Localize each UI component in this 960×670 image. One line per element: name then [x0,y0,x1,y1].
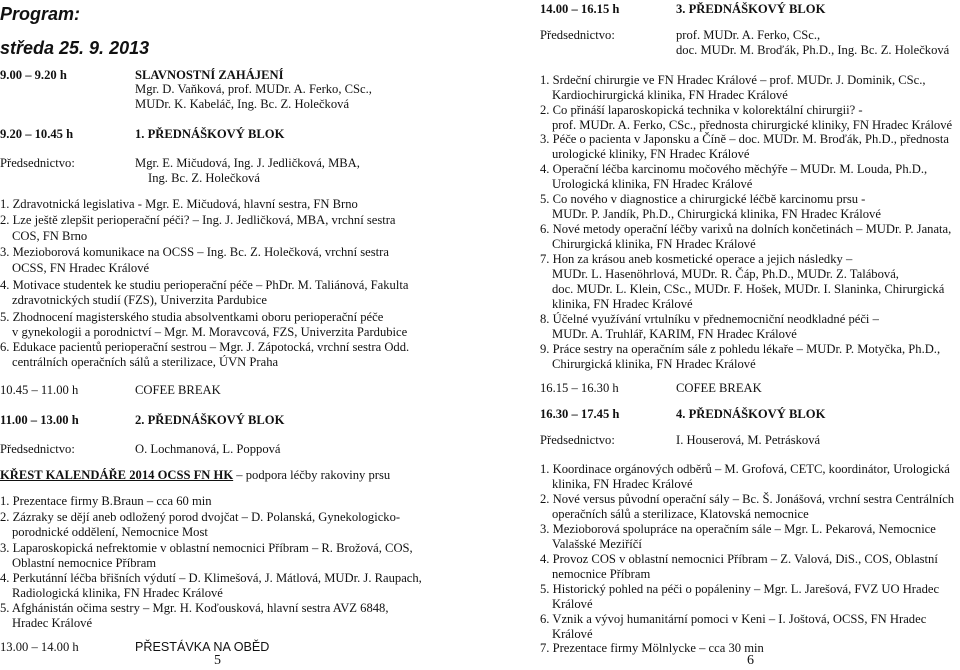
block3-item-cont: Chirurgická klinika, FN Hradec Králové [552,237,756,251]
block2-chair: O. Lochmanová, L. Poppová [135,442,281,456]
break2-label: COFEE BREAK [676,381,762,395]
break2-time: 16.15 – 16.30 h [540,381,619,395]
block1-item-cont: COS, FN Brno [12,229,88,243]
calendar-baptism [0,468,390,483]
block2-item: 3. Laparoskopická nefrektomie v oblastní nemocnici Příbram – R. Brožová, COS, [0,541,413,555]
block1-item: 1. Zdravotnická legislativa - Mgr. E. Mičudová, hlavní sestra, FN Brno [0,197,358,211]
block4-item: 3. Mezioborová spolupráce na operačním sále – Mgr. L. Pekarová, Nemocnice [540,522,936,536]
opening-heading: SLAVNOSTNÍ ZAHÁJENÍ [135,68,284,82]
break1-label: COFEE BREAK [135,383,221,397]
block1-item-cont: v gynekologii a porodnictví – Mgr. M. Moravcová, FZS, Univerzita Pardubice [12,325,408,339]
block4-chair-label: Předsednictvo: [540,433,615,447]
block2-chair-label: Předsednictvo: [0,442,75,456]
block4-item: 4. Provoz COS v oblastní nemocnici Příbram – Z. Valová, DiS., COS, Oblastní [540,552,938,566]
block2-heading: 2. PŘEDNÁŠKOVÝ BLOK [135,413,285,427]
block3-item-cont: klinika, FN Hradec Králové [552,297,693,311]
block4-item: 5. Historický pohled na péči o popáleniny – Mgr. L. Jarešová, FVZ UO Hradec [540,582,940,596]
block3-item-cont: Urologická klinika, FN Hradec Králové [552,177,753,191]
calendar-baptism-title: KŘEST KALENDÁŘE 2014 OCSS FN HK [0,468,234,482]
block3-heading: 3. PŘEDNÁŠKOVÝ BLOK [676,2,826,16]
block1-chair-line-1: Mgr. E. Mičudová, Ing. J. Jedličková, MBA, [135,156,360,170]
block4-item: 1. Koordinace orgánových odběrů – M. Grofová, CETC, koordinátor, Urologická [540,462,950,476]
block1-item: 6. Edukace pacientů perioperační sestrou – Mgr. J. Zápotocká, vrchní sestra Odd. [0,340,410,354]
block2-item-cont: Hradec Králové [12,616,93,630]
block1-item: 4. Motivace studentek ke studiu perioperační péče – PhDr. M. Taliánová, Fakulta [0,278,409,292]
block2-item-cont: Radiologická klinika, FN Hradec Králové [12,586,223,600]
lunch-time: 13.00 – 14.00 h [0,640,79,654]
block3-item-cont: urologické kliniky, FN Hradec Králové [552,147,750,161]
block4-item: 7. Prezentace firmy Mölnlycke – cca 30 min [540,641,764,655]
block3-item: 6. Nové metody operační léčby varixů na dolních končetinách – MUDr. P. Janata, [540,222,952,236]
block3-item-cont: MUDr. A. Truhlář, KARIM, FN Hradec Králové [552,327,797,341]
block1-item: 3. Mezioborová komunikace na OCSS – Ing. Bc. Z. Holečková, vrchní sestra [0,245,389,259]
block3-item: 7. Hon za krásou aneb kosmetické operace a jejich následky – [540,252,853,266]
block3-item: 1. Srdeční chirurgie ve FN Hradec Králové – prof. MUDr. J. Dominik, CSc., [540,73,926,87]
block3-time: 14.00 – 16.15 h [540,2,620,16]
block3-item: 8. Účelné využívání vrtulníku v přednemocniční neodkladné péči – [540,312,879,326]
block1-item-cont: centrálních operačních sálů a sterilizace, ÚVN Praha [12,355,279,369]
block1-chair-label: Předsednictvo: [0,156,75,170]
block4-time: 16.30 – 17.45 h [540,407,620,421]
block4-item-cont: nemocnice Příbram [552,567,651,581]
page-number-right: 6 [747,653,754,668]
page-number-left: 5 [214,653,221,668]
calendar-baptism-subtitle: – podpora léčby rakoviny prsu [233,468,391,482]
block4-item: 2. Nové versus původní operační sály – Bc. Š. Jonášová, vrchní sestra Centrálních [540,492,955,506]
block2-item-cont: porodnické oddělení, Nemocnice Most [12,525,208,539]
program-title: Program: [0,4,81,24]
block4-item-cont: operačních sálů a sterilizace, Klatovská nemocnice [552,507,809,521]
opening-time: 9.00 – 9.20 h [0,68,67,82]
block3-item-cont: prof. MUDr. A. Ferko, CSc., přednosta chirurgické kliniky, FN Hradec Králové [552,118,953,132]
block3-item: 2. Co přináší laparoskopická technika v kolorektální chirurgii? - [540,103,863,117]
block3-item: 4. Operační léčba karcinomu močového měchýře – MUDr. M. Louda, Ph.D., [540,162,928,176]
block4-item-cont: klinika, FN Hradec Králové [552,477,693,491]
block3-item-cont: doc. MUDr. L. Klein, CSc., MUDr. F. Hošek, MUDr. I. Slaninka, Chirurgická [552,282,945,296]
block2-item: 4. Perkutánní léčba břišních výdutí – D. Klimešová, J. Mátlová, MUDr. J. Raupach, [0,571,422,585]
block4-item-cont: Králové [552,597,593,611]
block1-chair-line-2: Ing. Bc. Z. Holečková [148,171,260,185]
block3-item-cont: Chirurgická klinika, FN Hradec Králové [552,357,756,371]
block4-item: 6. Vznik a vývoj humanitární pomoci v Keni – I. Joštová, OCSS, FN Hradec [540,612,927,626]
block3-item-cont: Kardiochirurgická klinika, FN Hradec Králové [552,88,788,102]
block4-item-cont: Králové [552,627,593,641]
block1-time: 9.20 – 10.45 h [0,127,74,141]
block3-item-cont: MUDr. L. Hasenöhrlová, MUDr. R. Čáp, Ph.D., MUDr. Z. Talábová, [552,267,899,281]
block1-item: 2. Lze ještě zlepšit perioperační péči? – Ing. J. Jedličková, MBA, vrchní sestra [0,213,396,227]
block1-item-cont: zdravotnických studií (FZS), Univerzita Pardubice [12,293,267,307]
block2-time: 11.00 – 13.00 h [0,413,79,427]
block4-item-cont: Valašské Meziříčí [552,537,642,551]
break1-time: 10.45 – 11.00 h [0,383,79,397]
block2-item: 2. Zázraky se dějí aneb odložený porod dvojčat – D. Polanská, Gynekologicko- [0,510,401,524]
block1-heading: 1. PŘEDNÁŠKOVÝ BLOK [135,127,285,141]
program-date: středa 25. 9. 2013 [0,38,150,58]
block4-chair: I. Houserová, M. Petrásková [676,433,821,447]
block3-item: 9. Práce sestry na operačním sále z pohledu lékaře – MUDr. P. Motyčka, Ph.D., [540,342,941,356]
block2-item-cont: Oblastní nemocnice Příbram [12,556,157,570]
opening-line-1: Mgr. D. Vaňková, prof. MUDr. A. Ferko, CSc., [135,82,372,96]
block3-chair-line-1: prof. MUDr. A. Ferko, CSc., [676,28,821,42]
block3-item: 3. Péče o pacienta v Japonsku a Číně – doc. MUDr. M. Broďák, Ph.D., přednosta [540,132,949,146]
block3-item: 5. Co nového v diagnostice a chirurgické léčbě karcinomu prsu - [540,192,866,206]
block2-item: 5. Afghánistán očima sestry – Mgr. H. Koďousková, hlavní sestra AVZ 6848, [0,601,389,615]
opening-line-2: MUDr. K. Kabeláč, Ing. Bc. Z. Holečková [135,97,350,111]
block4-heading: 4. PŘEDNÁŠKOVÝ BLOK [676,407,826,421]
lunch-label: PŘESTÁVKA NA OBĚD [135,640,270,654]
block3-chair-label: Předsednictvo: [540,28,615,42]
block2-item: 1. Prezentace firmy B.Braun – cca 60 min [0,494,212,508]
block3-item-cont: MUDr. P. Jandík, Ph.D., Chirurgická klinika, FN Hradec Králové [552,207,881,221]
block1-item: 5. Zhodnocení magisterského studia absolventkami oboru perioperační péče [0,310,384,324]
block3-chair-line-2: doc. MUDr. M. Broďák, Ph.D., Ing. Bc. Z. Holečková [676,43,950,57]
block1-item-cont: OCSS, FN Hradec Králové [12,261,150,275]
